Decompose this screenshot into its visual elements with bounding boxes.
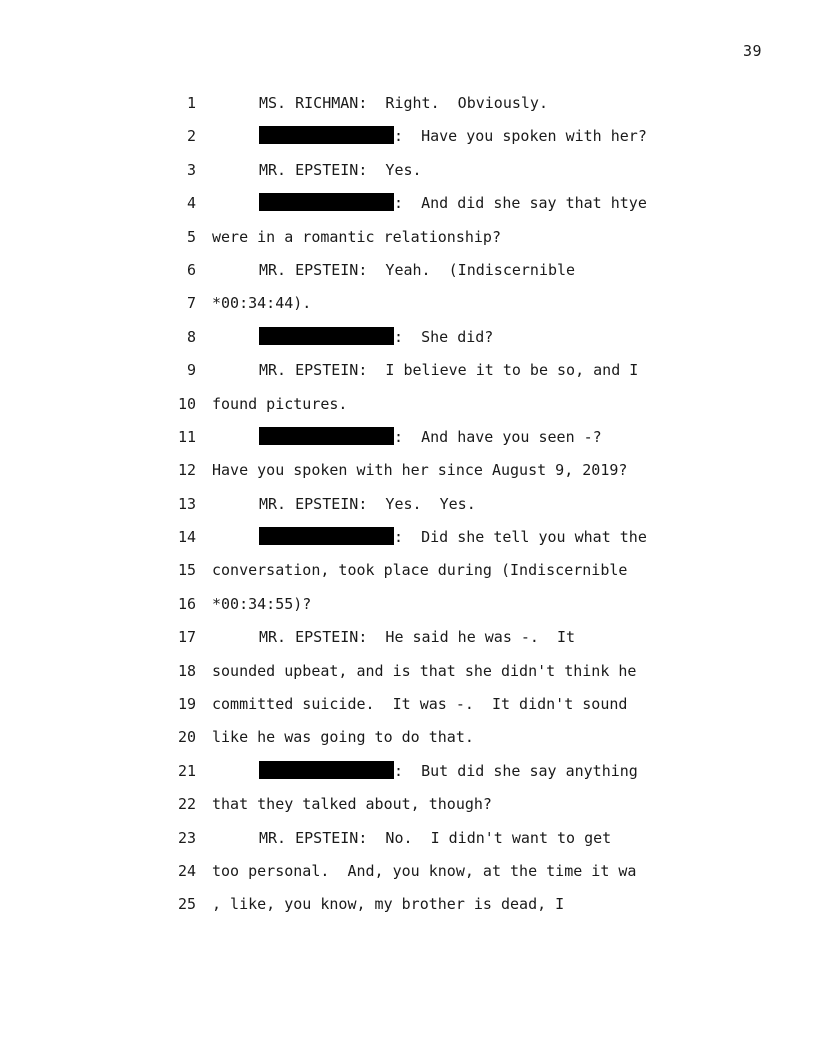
- transcript-line: [0, 755, 816, 788]
- redaction-bar: [259, 193, 394, 211]
- transcript-line: [0, 421, 816, 454]
- line-text: [212, 588, 311, 621]
- transcript-line: [0, 354, 816, 387]
- line-content: conversation, took place during (Indiscernible: [212, 561, 628, 580]
- line-text: [212, 287, 311, 320]
- line-content: MR. EPSTEIN: Yes. Yes.: [259, 494, 476, 513]
- redaction-bar: [259, 427, 394, 445]
- line-text: [212, 688, 627, 721]
- transcript-line: [0, 688, 816, 721]
- line-number: 18: [177, 661, 196, 680]
- line-content: : But did she say anything: [394, 761, 638, 780]
- line-text: [259, 755, 638, 788]
- line-content: MS. RICHMAN: Right. Obviously.: [259, 94, 548, 112]
- redaction-bar: [259, 327, 394, 345]
- transcript-line: [0, 120, 816, 153]
- line-text: [212, 888, 564, 921]
- line-content: MR. EPSTEIN: Yeah. (Indiscernible: [259, 260, 576, 279]
- transcript-line: [0, 388, 816, 421]
- line-text: [259, 421, 602, 454]
- transcript-line: [0, 254, 816, 287]
- transcript-line: [0, 521, 816, 554]
- line-content: *00:34:55)?: [212, 594, 312, 613]
- line-number: 11: [177, 427, 196, 446]
- transcript-body: [0, 87, 816, 922]
- line-content: that they talked about, though?: [212, 795, 492, 814]
- line-number: 19: [177, 695, 196, 714]
- line-text: [212, 388, 347, 421]
- line-content: : She did?: [394, 327, 494, 346]
- line-number: 5: [186, 227, 196, 246]
- line-text: [212, 788, 492, 821]
- line-text: [259, 488, 476, 521]
- transcript-line: [0, 554, 816, 587]
- transcript-line: [0, 721, 816, 754]
- line-number: 13: [177, 494, 196, 513]
- line-text: [259, 120, 647, 153]
- line-content: *00:34:44).: [212, 294, 312, 313]
- transcript-line: [0, 287, 816, 320]
- transcript-line: [0, 454, 816, 487]
- redaction-bar: [259, 761, 394, 779]
- line-text: [259, 187, 647, 220]
- page-number: 39: [742, 42, 762, 60]
- line-text: [212, 454, 627, 487]
- line-content: : And have you seen -?: [394, 427, 602, 446]
- transcript-line: [0, 588, 816, 621]
- line-text: [259, 154, 422, 187]
- line-number: 2: [186, 127, 196, 146]
- line-text: [259, 621, 575, 654]
- line-number: 21: [177, 761, 196, 780]
- line-content: found pictures.: [212, 394, 348, 413]
- transcript-line: [0, 888, 816, 921]
- line-text: [212, 221, 501, 254]
- line-text: [259, 254, 575, 287]
- line-content: MR. EPSTEIN: Yes.: [259, 160, 422, 179]
- transcript-line: [0, 488, 816, 521]
- line-number: 7: [186, 294, 196, 313]
- transcript-line: [0, 788, 816, 821]
- line-content: : Did she tell you what the: [394, 528, 647, 547]
- transcript-line: [0, 221, 816, 254]
- line-number: 14: [177, 528, 196, 547]
- transcript-line: [0, 822, 816, 855]
- line-content: were in a romantic relationship?: [212, 227, 501, 246]
- line-number: 1: [186, 94, 196, 112]
- line-number: 4: [186, 194, 196, 213]
- line-content: : Have you spoken with her?: [394, 127, 647, 146]
- line-text: [212, 855, 636, 888]
- transcript-line: [0, 655, 816, 688]
- line-content: MR. EPSTEIN: He said he was -. It: [259, 628, 576, 647]
- line-content: committed suicide. It was -. It didn't sound: [212, 695, 628, 714]
- line-number: 23: [177, 828, 196, 847]
- line-number: 25: [177, 895, 196, 914]
- redaction-bar: [259, 126, 394, 144]
- transcript-line: [0, 855, 816, 888]
- line-content: Have you spoken with her since August 9, 2019?: [212, 461, 628, 480]
- redaction-bar: [259, 527, 394, 545]
- line-content: MR. EPSTEIN: No. I didn't want to get: [259, 828, 612, 847]
- line-number: 15: [177, 561, 196, 580]
- line-number: 24: [177, 861, 196, 880]
- line-text: [259, 87, 548, 120]
- line-content: : And did she say that htye: [394, 194, 647, 213]
- line-text: [259, 822, 611, 855]
- line-text: [212, 655, 636, 688]
- transcript-line: [0, 187, 816, 220]
- line-number: 10: [177, 394, 196, 413]
- line-number: 20: [177, 728, 196, 747]
- transcript-line: [0, 87, 816, 120]
- line-number: 6: [186, 260, 196, 279]
- line-content: , like, you know, my brother is dead, I: [212, 895, 565, 914]
- line-number: 22: [177, 795, 196, 814]
- line-text: [259, 354, 638, 387]
- line-number: 17: [177, 628, 196, 647]
- line-content: sounded upbeat, and is that she didn't think he: [212, 661, 637, 680]
- line-text: [259, 321, 493, 354]
- transcript-line: [0, 154, 816, 187]
- line-content: MR. EPSTEIN: I believe it to be so, and I: [259, 361, 639, 380]
- line-number: 9: [186, 361, 196, 380]
- line-number: 8: [186, 327, 196, 346]
- line-content: too personal. And, you know, at the time it wa: [212, 861, 637, 880]
- line-text: [259, 521, 647, 554]
- transcript-line: [0, 321, 816, 354]
- transcript-line: [0, 621, 816, 654]
- line-number: 16: [177, 594, 196, 613]
- line-text: [212, 554, 627, 587]
- line-number: 12: [177, 461, 196, 480]
- line-number: 3: [186, 160, 196, 179]
- line-content: like he was going to do that.: [212, 728, 474, 747]
- line-text: [212, 721, 474, 754]
